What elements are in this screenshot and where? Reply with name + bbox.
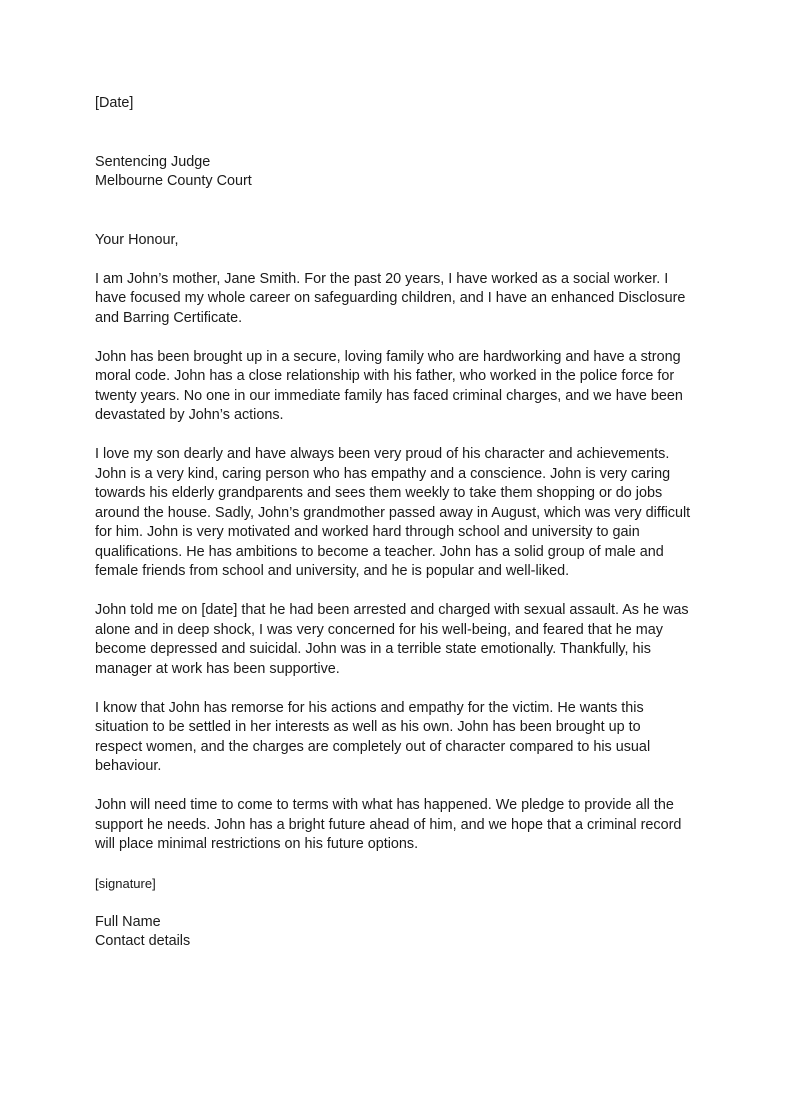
paragraph-line: I love my son dearly and have always been very proud of his character and achievements. — [95, 446, 670, 462]
salutation: Your Honour, — [95, 231, 179, 248]
paragraph-line: I am John’s mother, Jane Smith. For the past 20 years, I have worked as a social worker. I — [95, 270, 669, 287]
paragraph-line: for him. John is very motivated and worked hard through school and university to gain — [95, 524, 640, 540]
paragraph-line: female friends from school and university, and he is popular and well-liked. — [95, 563, 570, 579]
paragraph-family — [95, 348, 700, 426]
paragraph-line: towards his elderly grandparents and sees them weekly to take them shopping or do jobs — [95, 485, 663, 501]
paragraph-line: become depressed and suicidal. John was in a terrible state emotionally. Thankfully, his — [95, 641, 651, 657]
paragraph-line: support he needs. John has a bright future ahead of him, and we hope that a criminal record — [95, 816, 682, 833]
paragraph-line: John has been brought up in a secure, loving family who are hardworking and have a strong — [95, 348, 681, 365]
paragraph-character — [95, 445, 700, 582]
paragraph-line: qualifications. He has ambitions to become a teacher. John has a solid group of male and — [95, 543, 664, 560]
paragraph-line: moral code. John has a close relationship with his father, who worked in the police force for — [95, 368, 675, 384]
paragraph-line: alone and in deep shock, I was very concerned for his well-being, and feared that he may — [95, 621, 663, 638]
letter-date: [Date] — [95, 95, 134, 111]
recipient-block — [95, 153, 700, 192]
paragraph-line: behaviour. — [95, 758, 162, 774]
paragraph-line: respect women, and the charges are completely out of character compared to his usual — [95, 738, 651, 755]
letter-page — [95, 94, 700, 952]
signature-placeholder: [signature] — [95, 876, 156, 891]
paragraph-remorse — [95, 699, 700, 777]
closing-block — [95, 913, 700, 952]
paragraph-line: manager at work has been supportive. — [95, 660, 340, 677]
paragraph-support — [95, 796, 700, 855]
paragraph-line: and Barring Certificate. — [95, 309, 243, 326]
closing-full-name: Full Name — [95, 913, 161, 930]
recipient-title: Sentencing Judge — [95, 153, 211, 170]
paragraph-line: have focused my whole career on safeguarding children, and I have an enhanced Disclosure — [95, 290, 686, 306]
paragraph-line: around the house. Sadly, John’s grandmother passed away in August, which was very difficult — [95, 504, 691, 521]
paragraph-line: devastated by John’s actions. — [95, 407, 284, 423]
closing-contact-details: Contact details — [95, 933, 191, 949]
paragraph-line: situation to be settled in her interests as well as his own. John has been brought up to — [95, 719, 641, 735]
paragraph-line: I know that John has remorse for his actions and empathy for the victim. He wants this — [95, 699, 644, 716]
paragraph-line: John is a very kind, caring person who has empathy and a conscience. John is very caring — [95, 465, 671, 482]
paragraph-line: John will need time to come to terms with what has happened. We pledge to provide all the — [95, 797, 674, 813]
paragraph-line: John told me on [date] that he had been arrested and charged with sexual assault. As he was — [95, 602, 689, 618]
paragraph-arrest — [95, 601, 700, 679]
recipient-court: Melbourne County Court — [95, 173, 252, 189]
paragraph-line: twenty years. No one in our immediate family has faced criminal charges, and we have been — [95, 387, 683, 404]
paragraph-introduction — [95, 270, 700, 329]
paragraph-line: will place minimal restrictions on his future options. — [95, 836, 419, 852]
